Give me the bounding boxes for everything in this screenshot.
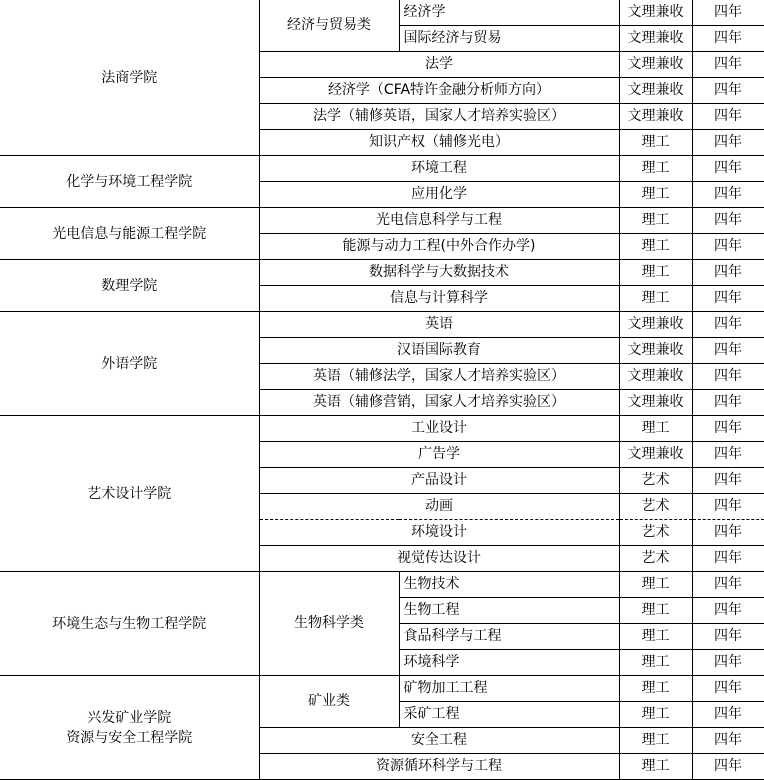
- major-cell: 法学（辅修英语，国家人才培养实验区）: [259, 104, 619, 130]
- college-cell: 数理学院: [0, 260, 259, 312]
- major-cell: 英语（辅修营销，国家人才培养实验区）: [259, 390, 619, 416]
- duration-cell: 四年: [692, 442, 764, 468]
- major-cell: 环境工程: [259, 156, 619, 182]
- duration-cell: 四年: [692, 676, 764, 702]
- major-cell: 能源与动力工程(中外合作办学): [259, 234, 619, 260]
- type-cell: 理工: [619, 208, 692, 234]
- duration-cell: 四年: [692, 78, 764, 104]
- major-cell: 应用化学: [259, 182, 619, 208]
- table-row: [0, 312, 764, 338]
- duration-cell: 四年: [692, 52, 764, 78]
- major-cell: 环境科学: [399, 650, 619, 676]
- type-cell: 理工: [619, 676, 692, 702]
- type-cell: 理工: [619, 234, 692, 260]
- duration-cell: 四年: [692, 364, 764, 390]
- major-cell: 工业设计: [259, 416, 619, 442]
- type-cell: 文理兼收: [619, 78, 692, 104]
- duration-cell: 四年: [692, 208, 764, 234]
- duration-cell: 四年: [692, 598, 764, 624]
- duration-cell: 四年: [692, 26, 764, 52]
- type-cell: 文理兼收: [619, 312, 692, 338]
- duration-cell: 四年: [692, 338, 764, 364]
- table-row: [0, 416, 764, 442]
- major-cell: 广告学: [259, 442, 619, 468]
- college-line: 资源与安全工程学院: [66, 729, 193, 746]
- major-cell: 资源循环科学与工程: [259, 754, 619, 780]
- type-cell: 艺术: [619, 520, 692, 546]
- duration-cell: 四年: [692, 416, 764, 442]
- type-cell: 理工: [619, 572, 692, 598]
- major-cell: 生物技术: [399, 572, 619, 598]
- major-cell: 信息与计算科学: [259, 286, 619, 312]
- type-cell: 文理兼收: [619, 338, 692, 364]
- major-cell: 法学: [259, 52, 619, 78]
- type-cell: 文理兼收: [619, 0, 692, 26]
- table-row: [0, 260, 764, 286]
- major-cell: 英语（辅修法学，国家人才培养实验区）: [259, 364, 619, 390]
- major-cell: 知识产权（辅修光电）: [259, 130, 619, 156]
- type-cell: 文理兼收: [619, 364, 692, 390]
- category-cell: 经济与贸易类: [259, 0, 399, 52]
- duration-cell: 四年: [692, 624, 764, 650]
- major-cell: 矿物加工工程: [399, 676, 619, 702]
- college-cell: [0, 676, 259, 780]
- type-cell: 理工: [619, 130, 692, 156]
- major-cell: 国际经济与贸易: [399, 26, 619, 52]
- duration-cell: 四年: [692, 754, 764, 780]
- duration-cell: 四年: [692, 130, 764, 156]
- type-cell: 理工: [619, 286, 692, 312]
- duration-cell: 四年: [692, 572, 764, 598]
- duration-cell: 四年: [692, 182, 764, 208]
- type-cell: 理工: [619, 598, 692, 624]
- college-line: 兴发矿业学院: [87, 709, 172, 726]
- duration-cell: 四年: [692, 286, 764, 312]
- duration-cell: 四年: [692, 0, 764, 26]
- major-cell: 经济学: [399, 0, 619, 26]
- duration-cell: 四年: [692, 156, 764, 182]
- major-cell: 动画: [259, 494, 619, 520]
- duration-cell: 四年: [692, 260, 764, 286]
- major-cell: 食品科学与工程: [399, 624, 619, 650]
- type-cell: 理工: [619, 182, 692, 208]
- type-cell: 艺术: [619, 468, 692, 494]
- type-cell: 文理兼收: [619, 104, 692, 130]
- duration-cell: 四年: [692, 546, 764, 572]
- college-cell: 化学与环境工程学院: [0, 156, 259, 208]
- type-cell: 理工: [619, 624, 692, 650]
- duration-cell: 四年: [692, 234, 764, 260]
- major-cell: 汉语国际教育: [259, 338, 619, 364]
- duration-cell: 四年: [692, 520, 764, 546]
- category-cell: 矿业类: [259, 676, 399, 728]
- duration-cell: 四年: [692, 390, 764, 416]
- type-cell: 理工: [619, 416, 692, 442]
- table-row: [0, 208, 764, 234]
- major-cell: 生物工程: [399, 598, 619, 624]
- major-cell: 采矿工程: [399, 702, 619, 728]
- duration-cell: 四年: [692, 494, 764, 520]
- college-cell: 环境生态与生物工程学院: [0, 572, 259, 676]
- table-row: [0, 676, 764, 702]
- major-cell: 经济学（CFA特许金融分析师方向）: [259, 78, 619, 104]
- type-cell: 艺术: [619, 494, 692, 520]
- duration-cell: 四年: [692, 650, 764, 676]
- major-cell: 产品设计: [259, 468, 619, 494]
- type-cell: 文理兼收: [619, 390, 692, 416]
- major-cell: 环境设计: [259, 520, 619, 546]
- type-cell: 文理兼收: [619, 26, 692, 52]
- major-cell: 视觉传达设计: [259, 546, 619, 572]
- type-cell: 艺术: [619, 546, 692, 572]
- type-cell: 理工: [619, 754, 692, 780]
- college-cell: 艺术设计学院: [0, 416, 259, 572]
- major-cell: 安全工程: [259, 728, 619, 754]
- type-cell: 理工: [619, 728, 692, 754]
- type-cell: 文理兼收: [619, 442, 692, 468]
- type-cell: 理工: [619, 260, 692, 286]
- major-cell: 光电信息科学与工程: [259, 208, 619, 234]
- major-cell: 英语: [259, 312, 619, 338]
- type-cell: 文理兼收: [619, 52, 692, 78]
- duration-cell: 四年: [692, 468, 764, 494]
- category-cell: 生物科学类: [259, 572, 399, 676]
- duration-cell: 四年: [692, 702, 764, 728]
- duration-cell: 四年: [692, 312, 764, 338]
- duration-cell: 四年: [692, 728, 764, 754]
- college-cell: 法商学院: [0, 0, 259, 156]
- table-row: [0, 572, 764, 598]
- college-cell: 外语学院: [0, 312, 259, 416]
- table-row: [0, 156, 764, 182]
- table-row: [0, 0, 764, 26]
- type-cell: 理工: [619, 650, 692, 676]
- type-cell: 理工: [619, 156, 692, 182]
- college-cell: 光电信息与能源工程学院: [0, 208, 259, 260]
- type-cell: 理工: [619, 702, 692, 728]
- duration-cell: 四年: [692, 104, 764, 130]
- major-cell: 数据科学与大数据技术: [259, 260, 619, 286]
